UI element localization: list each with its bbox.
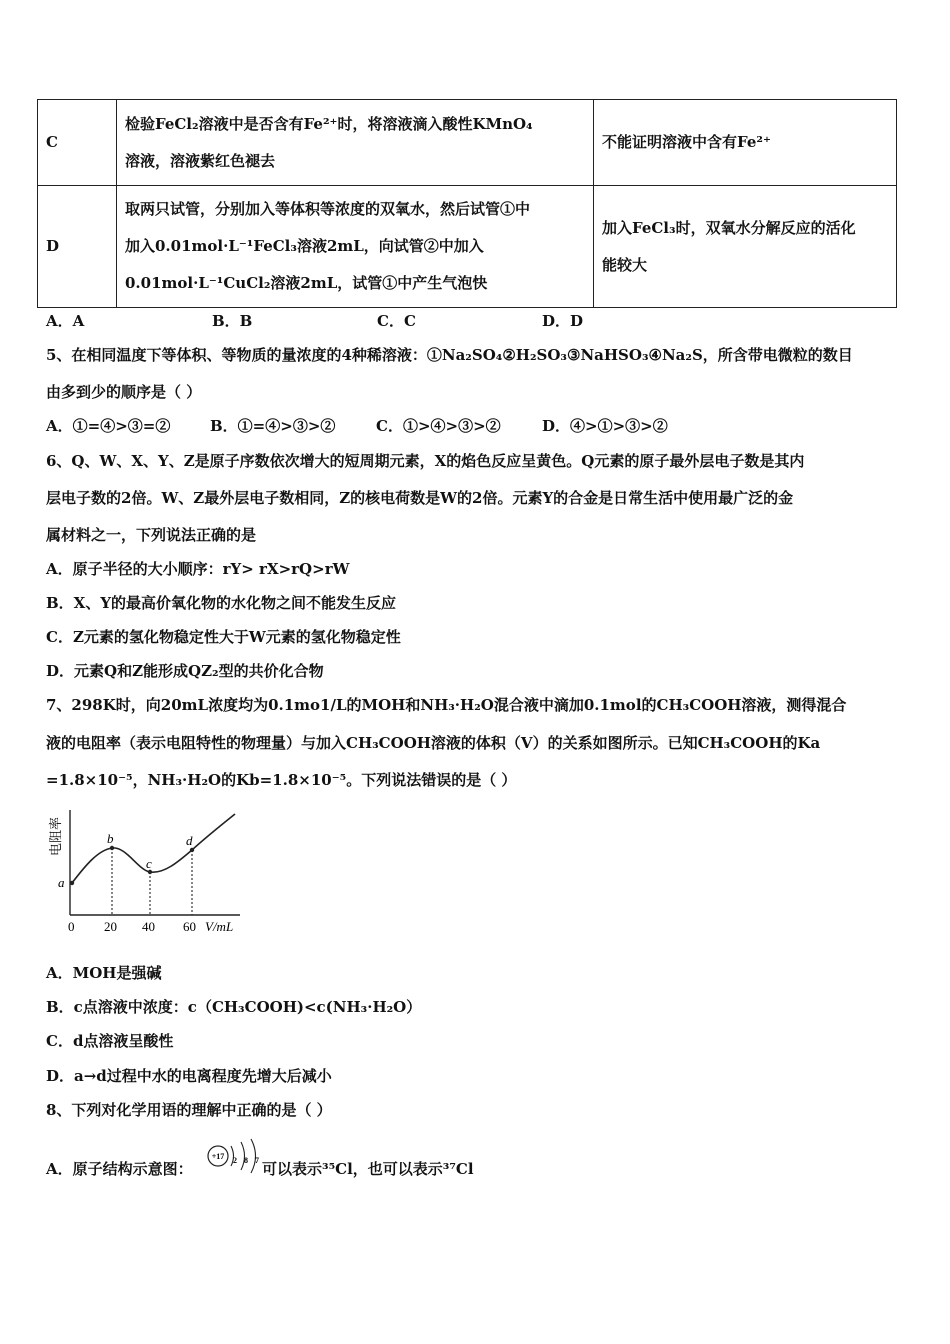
q5-stem-line: 由多到少的顺序是（ ） (46, 383, 202, 401)
text-line: 加入0.01mol·L⁻¹FeCl₃溶液2mL，向试管②中加入 (125, 237, 484, 255)
row-operation (117, 100, 594, 186)
row-label: C (38, 100, 117, 186)
q7-stem-line: 7、298K时，向20mL浓度均为0.1mo1/L的MOH和NH₃·H₂O混合液中滴加0.1mol的CH₃COOH溶液，测得混合 (46, 696, 847, 714)
shell-electrons-1: 2 (233, 1156, 237, 1165)
q6-option-c: C．Z元素的氢化物稳定性大于W元素的氢化物稳定性 (46, 628, 401, 646)
atom-structure-diagram (205, 1136, 263, 1176)
point-c-label: c (146, 856, 152, 871)
nucleus-charge: +17 (211, 1152, 225, 1161)
q6-option-d: D．元素Q和Z能形成QZ₂型的共价化合物 (46, 662, 324, 680)
shell-electrons-2: 8 (244, 1156, 248, 1165)
text-line: 能较大 (602, 255, 648, 274)
point-d-dot (190, 848, 194, 852)
point-b-dot (110, 846, 114, 850)
text-line: 检验FeCl₂溶液中是否含有Fe²⁺时，将溶液滴入酸性KMnO₄ (125, 114, 533, 133)
row-conclusion (594, 186, 897, 308)
q6-option-b: B．X、Y的最高价氧化物的水化物之间不能发生反应 (46, 594, 397, 612)
shell-electrons-3: 7 (255, 1156, 259, 1165)
x-axis-label: V/mL (205, 919, 234, 934)
q5-stem-line: 5、在相同温度下等体积、等物质的量浓度的4种稀溶液：①Na₂SO₄②H₂SO₃③NaHSO₃④Na₂S，所含带电微粒的数目 (46, 346, 853, 364)
text-line: 加入FeCl₃时，双氧水分解反应的活化 (602, 218, 856, 237)
q4-option-a: A．A (46, 312, 85, 330)
q8-option-a-prefix: A．原子结构示意图： (46, 1160, 193, 1178)
q7-option-c: C．d点溶液呈酸性 (46, 1032, 174, 1050)
text-line: 不能证明溶液中含有Fe²⁺ (602, 133, 771, 151)
experiment-table (37, 99, 897, 308)
text-line: 0.01mol·L⁻¹CuCl₂溶液2mL，试管①中产生气泡快 (125, 274, 488, 292)
q6-stem-line: 层电子数的2倍。W、Z最外层电子数相同，Z的核电荷数是W的2倍。元素Y的合金是日常生活中使用最广泛的金 (46, 489, 794, 507)
q5-option-b: B．①=④>③>② (210, 417, 336, 435)
x-tick-20: 20 (104, 919, 117, 934)
point-b-label: b (107, 831, 114, 846)
table-row-c (38, 100, 897, 186)
y-axis-label: 电阻率 (49, 816, 64, 856)
q7-option-d: D．a→d过程中水的电离程度先增大后减小 (46, 1067, 332, 1085)
resistivity-graph (40, 800, 250, 940)
q4-option-b: B．B (212, 312, 253, 330)
point-d-label: d (186, 833, 193, 848)
q6-option-a: A．原子半径的大小顺序：rY> rX>rQ>rW (46, 560, 350, 578)
q7-stem-line: =1.8×10⁻⁵，NH₃·H₂O的Kb=1.8×10⁻⁵。下列说法错误的是（ ） (46, 771, 517, 789)
row-operation (117, 186, 594, 308)
q5-option-a: A．①=④>③=② (46, 417, 171, 435)
point-a-label: a (58, 875, 65, 890)
q4-option-d: D．D (542, 312, 584, 330)
text-line: 取两只试管，分别加入等体积等浓度的双氧水，然后试管①中 (125, 200, 531, 218)
point-a-dot (70, 881, 74, 885)
row-label: D (38, 186, 117, 308)
table-row-d (38, 186, 897, 308)
x-tick-0: 0 (68, 919, 75, 934)
q6-stem-line: 6、Q、W、X、Y、Z是原子序数依次增大的短周期元素，X的焰色反应呈黄色。Q元素的原子最外层电子数是其内 (46, 452, 805, 470)
q8-stem: 8、下列对化学用语的理解中正确的是（ ） (46, 1101, 332, 1119)
x-tick-40: 40 (142, 919, 155, 934)
q6-stem-line: 属材料之一，下列说法正确的是 (46, 526, 257, 544)
q8-option-a-suffix: 可以表示³⁵Cl，也可以表示³⁷Cl (262, 1160, 474, 1178)
x-tick-60: 60 (183, 919, 196, 934)
q7-option-a: A．MOH是强碱 (46, 964, 162, 982)
q4-option-c: C．C (377, 312, 416, 330)
row-conclusion (594, 100, 897, 186)
q5-option-d: D．④>①>③>② (542, 417, 668, 435)
q5-option-c: C．①>④>③>② (376, 417, 501, 435)
q7-option-b: B．c点溶液中浓度：c（CH₃COOH)<c(NH₃·H₂O） (46, 998, 422, 1016)
text-line: 溶液，溶液紫红色褪去 (125, 151, 276, 170)
q7-stem-line: 液的电阻率（表示电阻特性的物理量）与加入CH₃COOH溶液的体积（V）的关系如图所示。已知CH₃COOH的Ka (46, 734, 821, 752)
